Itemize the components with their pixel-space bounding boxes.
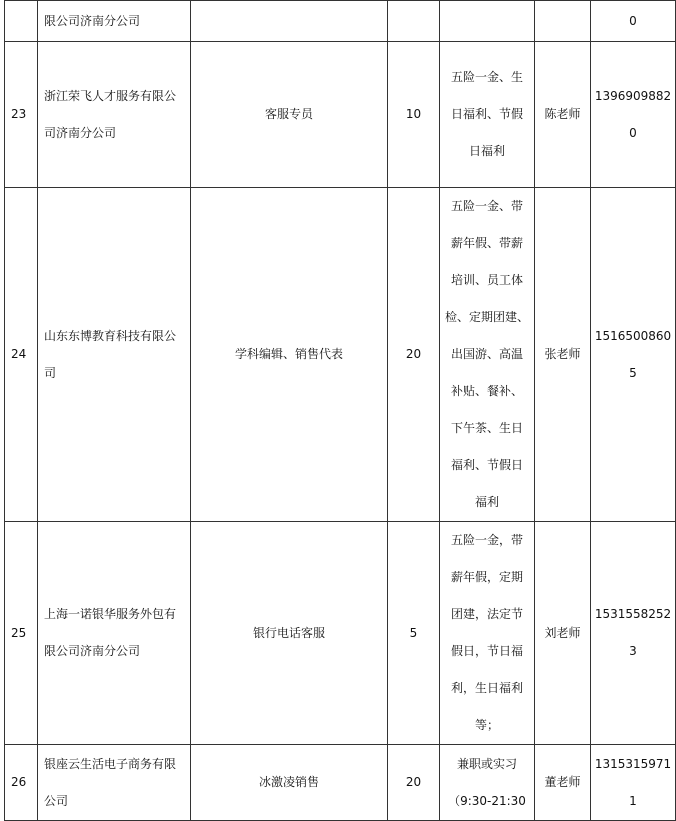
cell-text-line: 日福利、节假 bbox=[450, 107, 523, 121]
cell-text-line: 薪年假，定期 bbox=[450, 570, 523, 584]
position-cell bbox=[191, 42, 388, 188]
cell-text: 10 bbox=[405, 107, 422, 121]
cell-text: 24 bbox=[11, 347, 27, 361]
cell-text-line: 上海一诺银华服务外包有 bbox=[44, 607, 177, 621]
headcount-cell bbox=[388, 42, 440, 188]
row-index-cell bbox=[5, 1, 38, 42]
company-name-cell bbox=[38, 188, 191, 522]
company-name-cell bbox=[38, 745, 191, 821]
cell-text-line: 1315315971 bbox=[594, 756, 672, 771]
table-row bbox=[5, 188, 676, 522]
cell-text-line: 1531558252 bbox=[594, 607, 672, 621]
cell-text-line: 出国游、高温 bbox=[450, 347, 523, 361]
cell-text-line: 浙江荣飞人才服务有限公 bbox=[44, 88, 177, 103]
cell-text: 客服专员 bbox=[264, 107, 313, 121]
phone-cell bbox=[591, 188, 676, 522]
cell-text-line: 司 bbox=[44, 365, 57, 380]
headcount-cell bbox=[388, 1, 440, 42]
cell-text-line: 0 bbox=[629, 13, 637, 28]
cell-text-line: 1396909882 bbox=[594, 88, 672, 103]
benefits-cell bbox=[440, 1, 535, 42]
cell-text-line: 3 bbox=[629, 644, 637, 658]
cell-text: 5 bbox=[409, 625, 418, 640]
cell-text: 20 bbox=[405, 775, 422, 789]
cell-text-line: 银座云生活电子商务有限 bbox=[44, 756, 177, 771]
cell-text: 学科编辑、销售代表 bbox=[234, 347, 343, 361]
contact-cell bbox=[535, 42, 591, 188]
cell-text-line: 五险一金、生 bbox=[450, 70, 523, 84]
cell-text-line: 检、定期团建、 bbox=[444, 310, 529, 324]
cell-text: 20 bbox=[405, 347, 422, 361]
table-row bbox=[5, 522, 676, 745]
headcount-cell bbox=[388, 745, 440, 821]
headcount-cell bbox=[388, 188, 440, 522]
phone-cell bbox=[591, 745, 676, 821]
cell-text: 董老师 bbox=[544, 775, 581, 789]
cell-text: 陈老师 bbox=[544, 107, 581, 121]
headcount-cell bbox=[388, 522, 440, 745]
position-cell bbox=[191, 1, 388, 42]
row-index-cell bbox=[5, 188, 38, 522]
row-index-cell bbox=[5, 42, 38, 188]
benefits-cell bbox=[440, 188, 535, 522]
cell-text-line: 五险一金，带 bbox=[450, 533, 523, 547]
row-index-cell bbox=[5, 522, 38, 745]
position-cell bbox=[191, 188, 388, 522]
contact-cell bbox=[535, 745, 591, 821]
cell-text-line: 补贴、餐补、 bbox=[450, 384, 523, 398]
phone-cell bbox=[591, 42, 676, 188]
cell-text: 张老师 bbox=[544, 347, 581, 361]
company-name-cell bbox=[38, 1, 191, 42]
cell-text-line: 培训、员工体 bbox=[450, 273, 523, 287]
cell-text-line: 利，生日福利 bbox=[450, 681, 523, 695]
cell-text-line: 日福利 bbox=[468, 144, 505, 158]
position-cell bbox=[191, 745, 388, 821]
cell-text: 26 bbox=[11, 775, 27, 789]
phone-cell bbox=[591, 1, 676, 42]
cell-text-line: 下午茶、生日 bbox=[450, 421, 523, 435]
cell-text: 23 bbox=[11, 107, 27, 121]
cell-text-line: 0 bbox=[629, 125, 637, 140]
cell-text: 25 bbox=[11, 625, 27, 640]
cell-text-line: 限公司济南分公司 bbox=[44, 13, 141, 28]
cell-text: 刘老师 bbox=[544, 625, 581, 640]
cell-text-line: 5 bbox=[629, 365, 637, 380]
benefits-cell bbox=[440, 745, 535, 821]
cell-text: 银行电话客服 bbox=[252, 625, 325, 640]
table-row bbox=[5, 42, 676, 188]
row-index-cell bbox=[5, 745, 38, 821]
cell-text-line: 团建，法定节 bbox=[450, 607, 523, 621]
contact-cell bbox=[535, 522, 591, 745]
cell-text-line: 福利 bbox=[474, 495, 499, 509]
cell-text-line: 司济南分公司 bbox=[44, 125, 117, 140]
contact-cell bbox=[535, 188, 591, 522]
phone-cell bbox=[591, 522, 676, 745]
cell-text-line: （9:30-21:30 bbox=[448, 793, 526, 808]
position-cell bbox=[191, 522, 388, 745]
cell-text-line: 1516500860 bbox=[594, 328, 672, 343]
company-name-cell bbox=[38, 522, 191, 745]
table-row bbox=[5, 745, 676, 821]
benefits-cell bbox=[440, 42, 535, 188]
cell-text-line: 等； bbox=[474, 718, 499, 732]
cell-text-line: 1 bbox=[629, 793, 637, 808]
cell-text-line: 五险一金、带 bbox=[450, 199, 523, 213]
cell-text-line: 福利、节假日 bbox=[450, 458, 523, 472]
cell-text-line: 薪年假、带薪 bbox=[450, 236, 523, 250]
cell-text-line: 限公司济南分公司 bbox=[44, 644, 141, 658]
table-row bbox=[5, 1, 676, 42]
cell-text-line: 兼职或实习 bbox=[456, 756, 517, 771]
benefits-cell bbox=[440, 522, 535, 745]
cell-text-line: 公司 bbox=[44, 793, 69, 808]
contact-cell bbox=[535, 1, 591, 42]
company-name-cell bbox=[38, 42, 191, 188]
cell-text: 冰激凌销售 bbox=[258, 775, 319, 789]
table-body bbox=[5, 1, 676, 821]
cell-text-line: 山东东博教育科技有限公 bbox=[44, 328, 177, 343]
job-listing-table bbox=[4, 0, 676, 821]
cell-text-line: 假日，节日福 bbox=[450, 644, 523, 658]
